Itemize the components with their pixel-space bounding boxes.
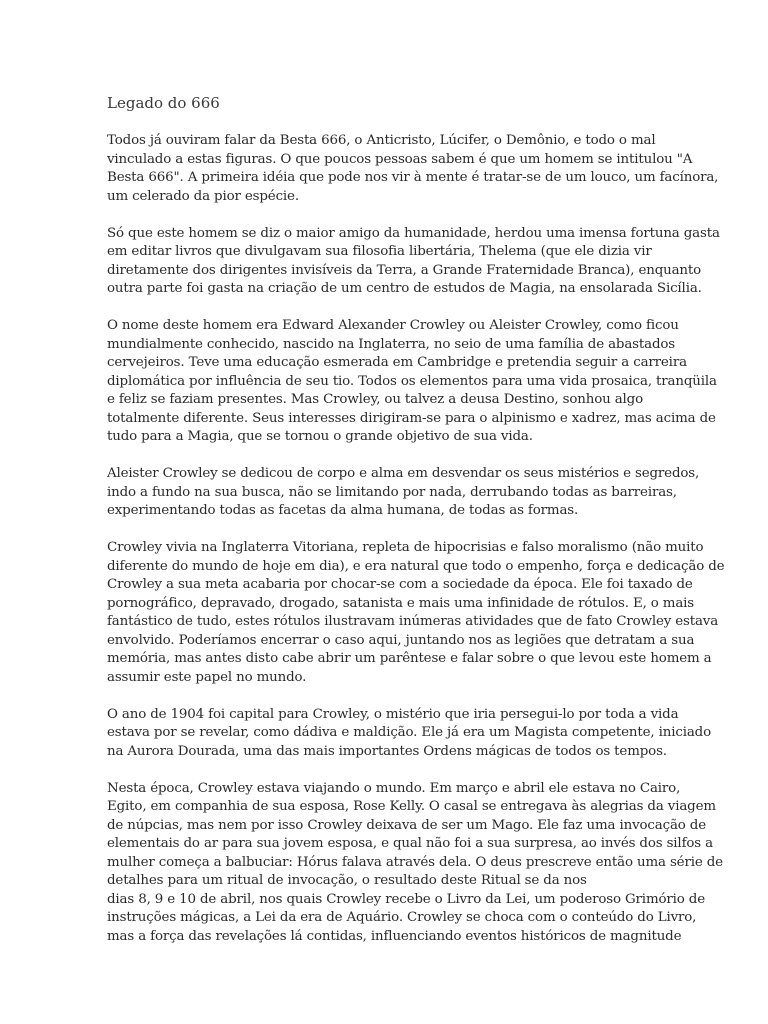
text-line: cervejeiros. Teve uma educação esmerada em Cambridge e pretendia seguir a carreira: [107, 355, 687, 370]
text-line: Nesta época, Crowley estava viajando o mundo. Em março e abril ele estava no Cairo,: [107, 780, 681, 796]
paragraph: [107, 706, 712, 762]
text-line: um celerado da pior espécie.: [107, 188, 299, 204]
paragraph: [107, 780, 723, 947]
document-title: Legado do 666: [107, 94, 220, 112]
text-line: mulher começa a balbuciar: Hórus falava através dela. O deus prescreve então uma série de: [107, 854, 723, 870]
text-line: outra parte foi gasta na criação de um centro de estudos de Magia, na ensolarada Sicília.: [107, 281, 702, 296]
text-line: pornográfico, depravado, drogado, satanista e mais uma infinidade de rótulos. E, o mais: [107, 595, 695, 611]
text-line: vinculado a estas figuras. O que poucos pessoas sabem é que um homem se intitulou "A: [107, 151, 693, 167]
text-line: fantástico de tudo, estes rótulos ilustravam inúmeras atividades que de fato Crowley estava: [107, 614, 719, 629]
paragraph: [107, 539, 725, 687]
text-line: diretamente dos dirigentes invisíveis da Terra, a Grande Fraternidade Branca), enquanto: [107, 262, 702, 278]
text-line: mas a força das revelações lá contidas, influenciando eventos históricos de magnitude: [107, 928, 682, 944]
text-line: memória, mas antes disto cabe abrir um parêntese e falar sobre o que levou este homem a: [107, 651, 712, 666]
text-line: em editar livros que divulgavam sua filosofia libertária, Thelema (que ele dizia vir: [107, 244, 652, 259]
text-line: tudo para a Magia, que se tornou o grande objetivo de sua vida.: [107, 429, 533, 444]
text-line: experimentando todas as facetas da alma humana, de todas as formas.: [107, 503, 579, 518]
text-line: detalhes para um ritual de invocação, o resultado deste Ritual se da nos: [107, 873, 587, 888]
paragraph: [107, 132, 719, 206]
text-line: Besta 666". A primeira idéia que pode nos vir à mente é tratar-se de um louco, um facínora,: [107, 170, 719, 185]
text-line: Crowley a sua meta acabaria por chocar-se com a sociedade da época. Ele foi taxado de: [107, 577, 693, 592]
text-line: na Aurora Dourada, uma das mais importantes Ordens mágicas de todos os tempos.: [107, 743, 667, 759]
text-line: envolvido. Poderíamos encerrar o caso aqui, juntando nos as legiões que detratam a sua: [107, 632, 695, 648]
text-line: mundialmente conhecido, nascido na Inglaterra, no seio de uma família de abastados: [107, 336, 676, 352]
text-line: de núpcias, mas nem por isso Crowley deixava de ser um Mago. Ele faz uma invocação de: [107, 817, 706, 833]
text-line: e feliz se faziam presentes. Mas Crowley, ou talvez a deusa Destino, sonhou algo: [107, 392, 643, 407]
text-line: elementais do ar para sua jovem esposa, e qual não foi a sua surpresa, ao invés dos silfos a: [107, 836, 713, 851]
text-line: O ano de 1904 foi capital para Crowley, o mistério que iria persegui-lo por toda a vida: [107, 706, 679, 722]
text-line: diferente do mundo de hoje em dia), e era natural que todo o empenho, força e dedicação de: [107, 558, 725, 574]
text-line: Crowley vivia na Inglaterra Vitoriana, repleta de hipocrisias e falso moralismo (não muito: [107, 540, 704, 555]
text-line: assumir este papel no mundo.: [107, 669, 307, 685]
text-line: Egito, em companhia de sua esposa, Rose Kelly. O casal se entregava às alegrias da viagem: [107, 799, 716, 814]
text-line: instruções mágicas, a Lei da era de Aquário. Crowley se choca com o conteúdo do Livro,: [107, 910, 697, 925]
text-line: indo a fundo na sua busca, não se limitando por nada, derrubando todas as barreiras,: [107, 484, 677, 500]
text-line: Só que este homem se diz o maior amigo da humanidade, herdou uma imensa fortuna gasta: [107, 225, 720, 241]
text-line: estava por se revelar, como dádiva e maldição. Ele já era um Magista competente, iniciado: [107, 725, 712, 740]
paragraph: [107, 225, 720, 299]
text-line: totalmente diferente. Seus interesses dirigiram-se para o alpinismo e xadrez, mas acima de: [107, 410, 716, 426]
paragraph: [107, 317, 717, 447]
text-line: Todos já ouviram falar da Besta 666, o Anticristo, Lúcifer, o Demônio, e todo o mal: [107, 133, 656, 148]
text-line: diplomática por influência de seu tio. Todos os elementos para uma vida prosaica, tranqüila: [107, 373, 717, 389]
text-line: Aleister Crowley se dedicou de corpo e alma em desvendar os seus mistérios e segredos,: [107, 466, 700, 481]
text-line: O nome deste homem era Edward Alexander Crowley ou Aleister Crowley, como ficou: [107, 318, 679, 333]
text-line: dias 8, 9 e 10 de abril, nos quais Crowley recebe o Livro da Lei, um poderoso Grimório de: [107, 891, 705, 907]
paragraph: [107, 465, 700, 521]
